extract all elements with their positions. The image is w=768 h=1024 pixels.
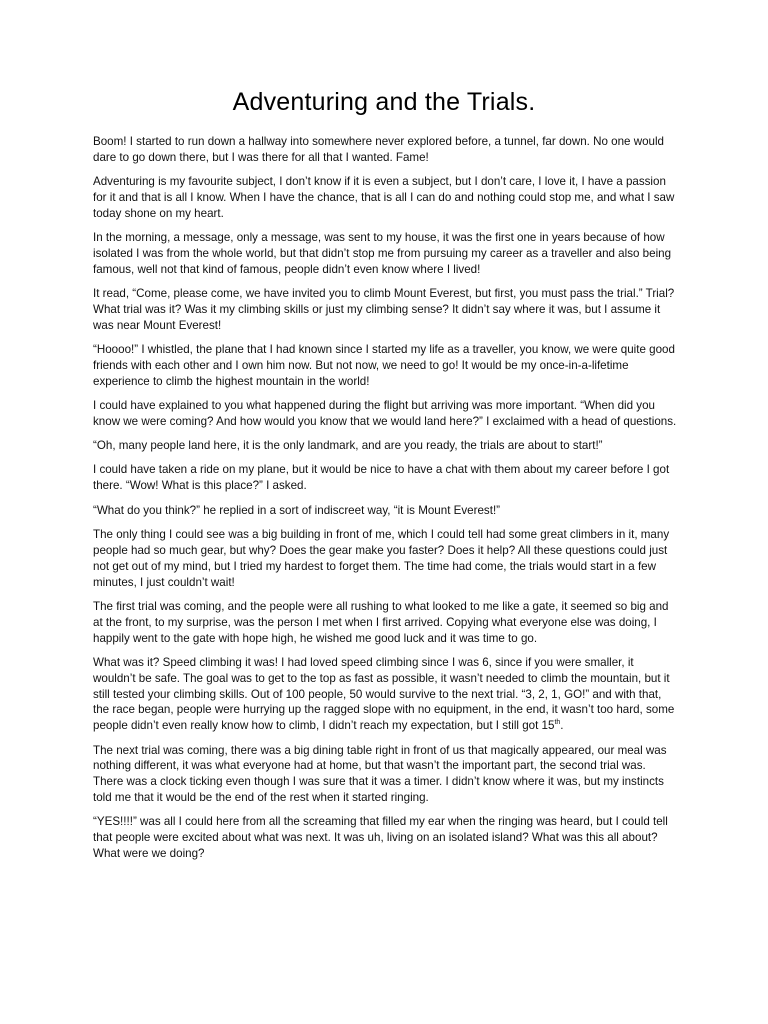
paragraph: “YES!!!!” was all I could here from all the screaming that filled my ear when the ringing was heard, but I could tell that people were excited about what was next. It was uh, living on an isolated island? What was this all about? What were we doing? <box>93 815 668 861</box>
paragraph: I could have taken a ride on my plane, but it would be nice to have a chat with them about my career before I got there. “Wow! What is this place?” I asked. <box>93 463 670 493</box>
document-body <box>93 134 677 871</box>
paragraph: “Hoooo!” I whistled, the plane that I had known since I started my life as a traveller, you know, we were quite good friends with each other and I own him now. But not now, we need to go! It would be my once-in-a-lifetime experience to climb the highest mountain in the world! <box>93 343 675 388</box>
paragraph: The only thing I could see was a big building in front of me, which I could tell had some great climbers in it, many people had so much gear, but why? Does the gear make you faster? Does it help? All these questions could just not get out of my mind, but I tried my hardest to forget them. The time had come, the trials would start in a few minutes, I just couldn’t wait! <box>93 527 670 589</box>
sentence-end: . <box>560 719 564 733</box>
paragraph: Adventuring is my favourite subject, I don’t know if it is even a subject, but I don’t care, I love it, I have a passion for it and that is all I know. When I have the chance, that is all I can do and nothing could stop me, and what I saw today shone on my heart. <box>93 175 675 220</box>
paragraph: The first trial was coming, and the people were all rushing to what looked to me like a gate, it seemed so big and at the front, to my surprise, was the person I met when I first arrived. Copying what everyone else was doing, I happily went to the gate with hope high, he wished me good luck and it was time to go. <box>93 599 669 645</box>
paragraph: Boom! I started to run down a hallway into somewhere never explored before, a tunnel, far down. No one would dare to go down there, but I was there for all that I wanted. Fame! <box>93 135 664 164</box>
paragraph: In the morning, a message, only a message, was sent to my house, it was the first one in years because of how isolated I was from the whole world, but that didn’t stop me from pursuing my career as a traveller and also being famous, well not that kind of famous, people didn’t even know where I lived! <box>93 231 672 276</box>
paragraph: The next trial was coming, there was a big dining table right in front of us that magically appeared, our meal was nothing different, it was what everyone had at home, but that wasn’t the important part, the second trial was. There was a clock ticking even though I was sure that it was a timer. I didn’t know where it was, but my instincts told me that it would be the end of the rest when it started ringing. <box>93 743 667 805</box>
paragraph <box>93 655 677 735</box>
page-title: Adventuring and the Trials. <box>232 88 536 116</box>
paragraph: I could have explained to you what happened during the flight but arriving was more important. “When did you know we were coming? And how would you know that we would land here?” I exclaimed with a head of questions. <box>93 399 677 429</box>
paragraph: “Oh, many people land here, it is the only landmark, and are you ready, the trials are about to start!” <box>93 439 603 453</box>
ordinal-suffix: th <box>554 719 561 727</box>
paragraph: It read, “Come, please come, we have invited you to climb Mount Everest, but first, you must pass the trial.” Trial? What trial was it? Was it my climbing skills or just my climbing sense? It didn’t say where it was, but I assume it was near Mount Everest! <box>93 287 675 332</box>
paragraph: “What do you think?” he replied in a sort of indiscreet way, “it is Mount Everest!” <box>93 503 501 517</box>
paragraph-text: What was it? Speed climbing it was! I had loved speed climbing since I was 6, since if you were smaller, it wouldn’t be safe. The goal was to get to the top as fast as possible, it wasn’t needed to climb the mountain, but it still tested your climbing skills. Out of 100 people, 50 would survive to the next trial. “3, 2, 1, GO!” and with that, the race began, people were hurrying up the ragged slope with no equipment, in the end, it wasn’t too hard, some people didn’t even really know how to climb, I didn’t reach my expectation, but I still got 15 <box>93 655 675 733</box>
